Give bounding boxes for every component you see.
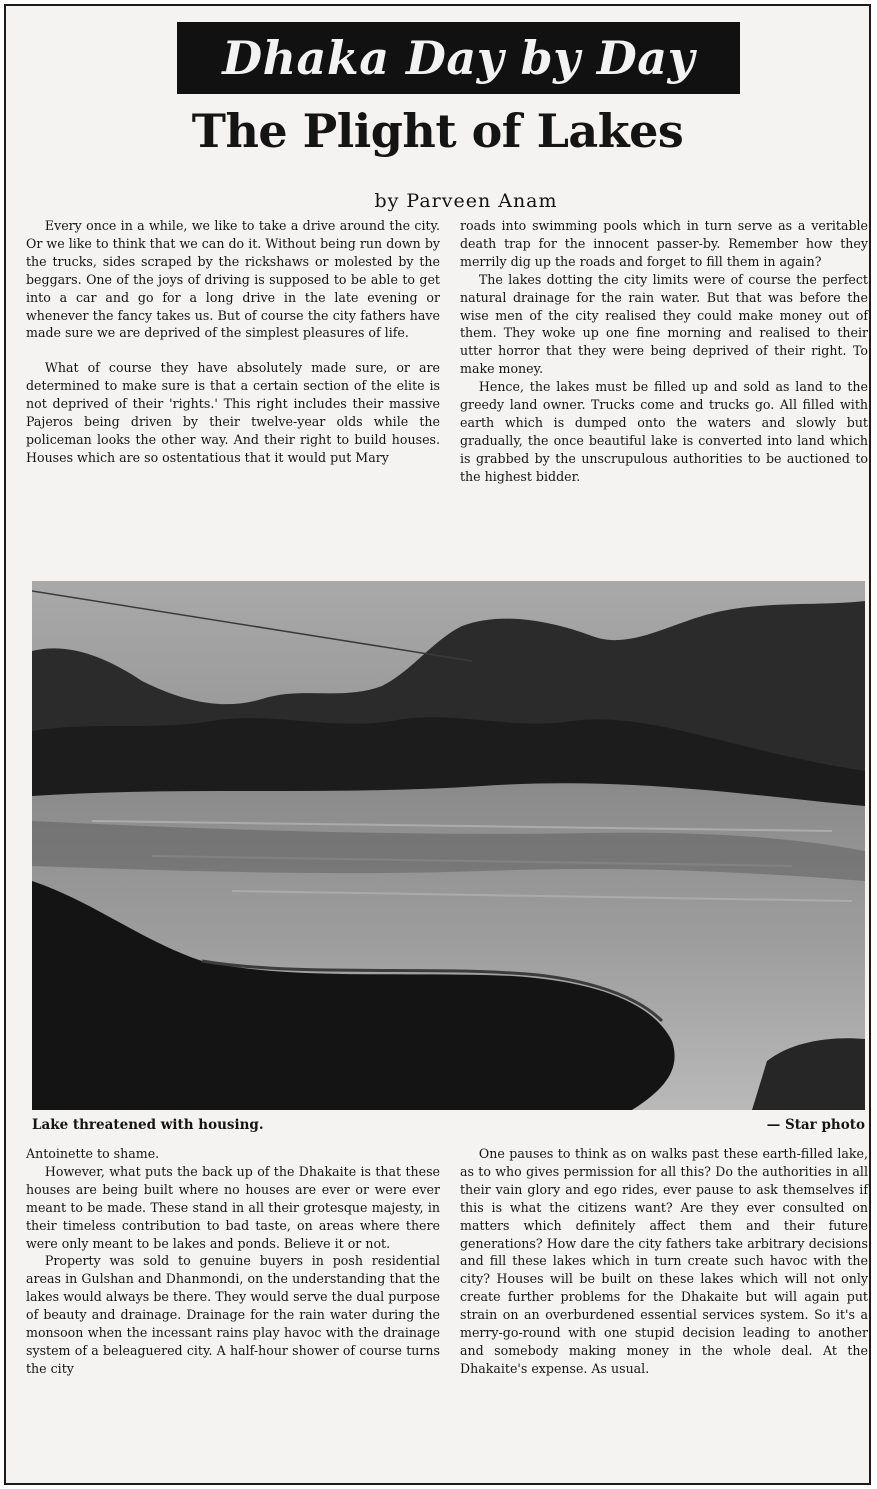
lake-photo (32, 581, 865, 1110)
column-banner: Dhaka Day by Day (177, 22, 740, 94)
paragraph: However, what puts the back up of the Dhakaite is that these houses are being built where no houses are ever or were ever meant to be made. These stand in all their grotesque majesty, in their timeless contribution to bad taste, on areas where there were only meant to be lakes and ponds. Believe it or not. (26, 1163, 440, 1251)
article-headline: The Plight of Lakes (191, 104, 684, 158)
photo-caption: Lake threatened with housing. (32, 1117, 264, 1133)
paragraph: roads into swimming pools which in turn serve as a veritable death trap for the innocent passer-by. Remember how they merrily dig up the roads and forget to fill them in again? (460, 218, 868, 269)
paragraph: Property was sold to genuine buyers in posh residential areas in Gulshan and Dhanmondi, on the understanding that the lakes would always be there. They would serve the dual purpose of beauty and drainage. Drainage for the rain water during the monsoon when the incessant rains play havoc with the drainage system of a beleaguered city. A half-hour shower of course turns the city (26, 1253, 440, 1376)
paragraph: Every once in a while, we like to take a drive around the city. Or we like to think that we can do it. Without being run down by the trucks, sides scraped by the rickshaws or molested by the beggars. One of the joys of driving is supposed to be able to get into a car and go for a long drive in the late evening or whenever the fancy takes us. But of course the city fathers have made sure we are deprived of the simplest pleasures of life. (26, 218, 440, 341)
paragraph: The lakes dotting the city limits were of course the perfect natural drainage for the rain water. But that was before the wise men of the city realised they could make money out of them. They woke up one fine morning and realised to their utter horror that they were being deprived of their right. To make money. (460, 271, 868, 377)
article-column-4 (460, 1145, 868, 1378)
article-column-2 (460, 217, 868, 486)
article-column-1 (26, 217, 440, 467)
photo-credit: — Star photo (766, 1117, 865, 1133)
newspaper-clipping (4, 4, 871, 1485)
byline: by Parveen Anam (374, 190, 558, 212)
paragraph: Hence, the lakes must be filled up and sold as land to the greedy land owner. Trucks come and trucks go. All filled with earth which is dumped onto the waters and slowly but gradually, the once beautiful lake is converted into land which is grabbed by the unscrupulous authorities to be auctioned to the highest bidder. (460, 379, 868, 484)
paragraph: Antoinette to shame. (26, 1146, 160, 1161)
paragraph: What of course they have absolutely made sure, or are determined to make sure is that a certain section of the elite is not deprived of their 'rights.' This right includes their massive Pajeros being driven by their twelve-year olds while the policeman looks the other way. And their right to build houses. Houses which are so ostentatious that it would put Mary (26, 360, 440, 465)
photo-caption-row (32, 1117, 865, 1137)
paragraph: One pauses to think as on walks past these earth-filled lake, as to who gives permission for all this? Do the authorities in all their vain glory and ego rides, ever pause to ask themselves if this is what the citizens want? Are they ever consulted on matters which definitely affect them and their future generations? How dare the city fathers take arbitrary decisions and fill these lakes which in turn create such havoc with the city? Houses will be built on these lakes which will not only create further problems for the Dhakaite but will again put strain on an overburdened essential services system. So it's a merry-go-round with one stupid decision leading to another and somebody making money in the whole deal. At the Dhakaite's expense. As usual. (460, 1146, 868, 1376)
article-column-3 (26, 1145, 440, 1378)
